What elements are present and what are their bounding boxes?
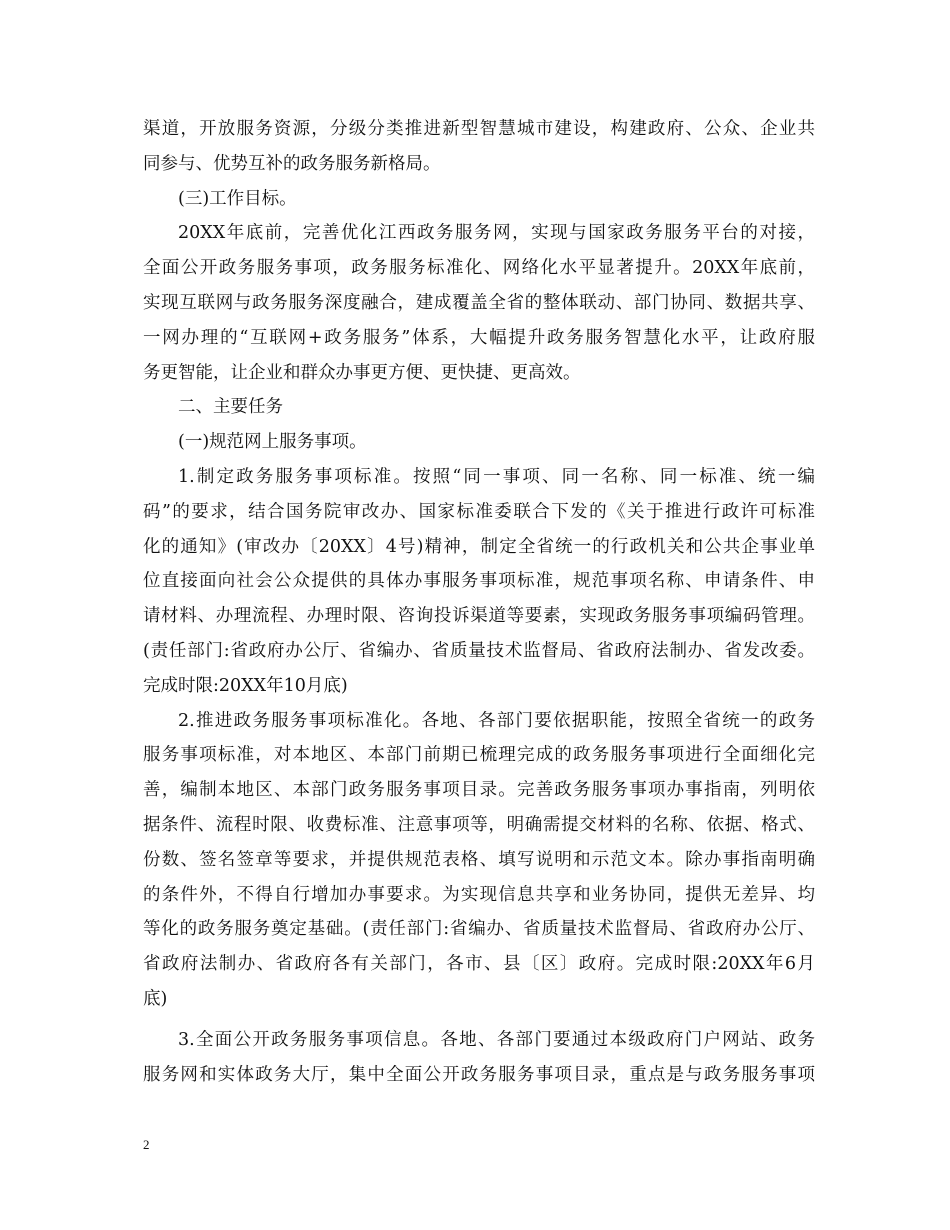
text-line: 位直接面向社会公众提供的具体办事服务事项标准，规范事项名称、申请条件、申: [143, 571, 815, 592]
text-line: 渠道，开放服务资源，分级分类推进新型智慧城市建设，构建政府、公众、企业共: [143, 119, 815, 139]
text-line: 等化的政务服务奠定基础。(责任部门:省编办、省质量技术监督局、省政府办公厅、: [143, 919, 815, 940]
text-line: (一)规范网上服务事项。: [178, 432, 367, 453]
text-line: 据条件、流程时限、收费标准、注意事项等，明确需提交材料的名称、依据、格式、: [143, 814, 815, 835]
text-line: 1.制定政务服务事项标准。按照“同一事项、同一名称、同一标准、统一编: [178, 466, 815, 487]
text-line: 份数、签名签章等要求，并提供规范表格、填写说明和示范文本。除办事指南明确: [143, 849, 815, 870]
text-line: 化的通知》(审改办〔20XX〕4号)精神，制定全省统一的行政机关和公共企事业单: [143, 536, 815, 557]
text-line: 完成时限:20XX年10月底): [143, 675, 348, 696]
text-line: 实现互联网与政务服务深度融合，建成覆盖全省的整体联动、部门协同、数据共享、: [143, 292, 815, 313]
text-line: 3.全面公开政务服务事项信息。各地、各部门要通过本级政府门户网站、政务: [178, 1029, 815, 1050]
text-line: 同参与、优势互补的政务服务新格局。: [143, 153, 441, 174]
text-line: 二、主要任务: [178, 397, 283, 418]
text-line: 服务事项标准，对本地区、本部门前期已梳理完成的政务服务事项进行全面细化完: [143, 745, 815, 766]
text-line: (责任部门:省政府办公厅、省编办、省质量技术监督局、省政府法制办、省发改委。: [143, 640, 815, 661]
text-line: 2.推进政务服务事项标准化。各地、各部门要依据职能，按照全省统一的政务: [178, 710, 815, 731]
text-line: 善，编制本地区、本部门政务服务事项目录。完善政务服务事项办事指南，列明依: [143, 780, 815, 801]
text-line: 20XX年底前，完善优化江西政务服务网，实现与国家政务服务平台的对接，: [178, 223, 815, 244]
text-line: 底): [143, 988, 168, 1009]
text-line: 全面公开政务服务事项，政务服务标准化、网络化水平显著提升。20XX年底前，: [143, 258, 815, 279]
text-line: 请材料、办理流程、办理时限、咨询投诉渠道等要素，实现政务服务事项编码管理。: [143, 606, 815, 627]
text-line: 码”的要求，结合国务院审改办、国家标准委联合下发的《关于推进行政许可标准: [143, 501, 815, 522]
document-body: [143, 112, 815, 1092]
page-number: 2: [143, 1137, 150, 1152]
text-line: (三)工作目标。: [178, 188, 297, 209]
text-line: 省政府法制办、省政府各有关部门，各市、县〔区〕政府。完成时限:20XX年6月: [143, 954, 815, 975]
text-line: 务更智能，让企业和群众办事更方便、更快捷、更高效。: [143, 362, 581, 383]
text-line: 服务网和实体政务大厅，集中全面公开政务服务事项目录，重点是与政务服务事项: [143, 1064, 815, 1085]
text-line: 的条件外，不得自行增加办事要求。为实现信息共享和业务协同，提供无差异、均: [143, 884, 815, 905]
text-line: 一网办理的“互联网+政务服务”体系，大幅提升政务服务智慧化水平，让政府服: [143, 327, 815, 348]
